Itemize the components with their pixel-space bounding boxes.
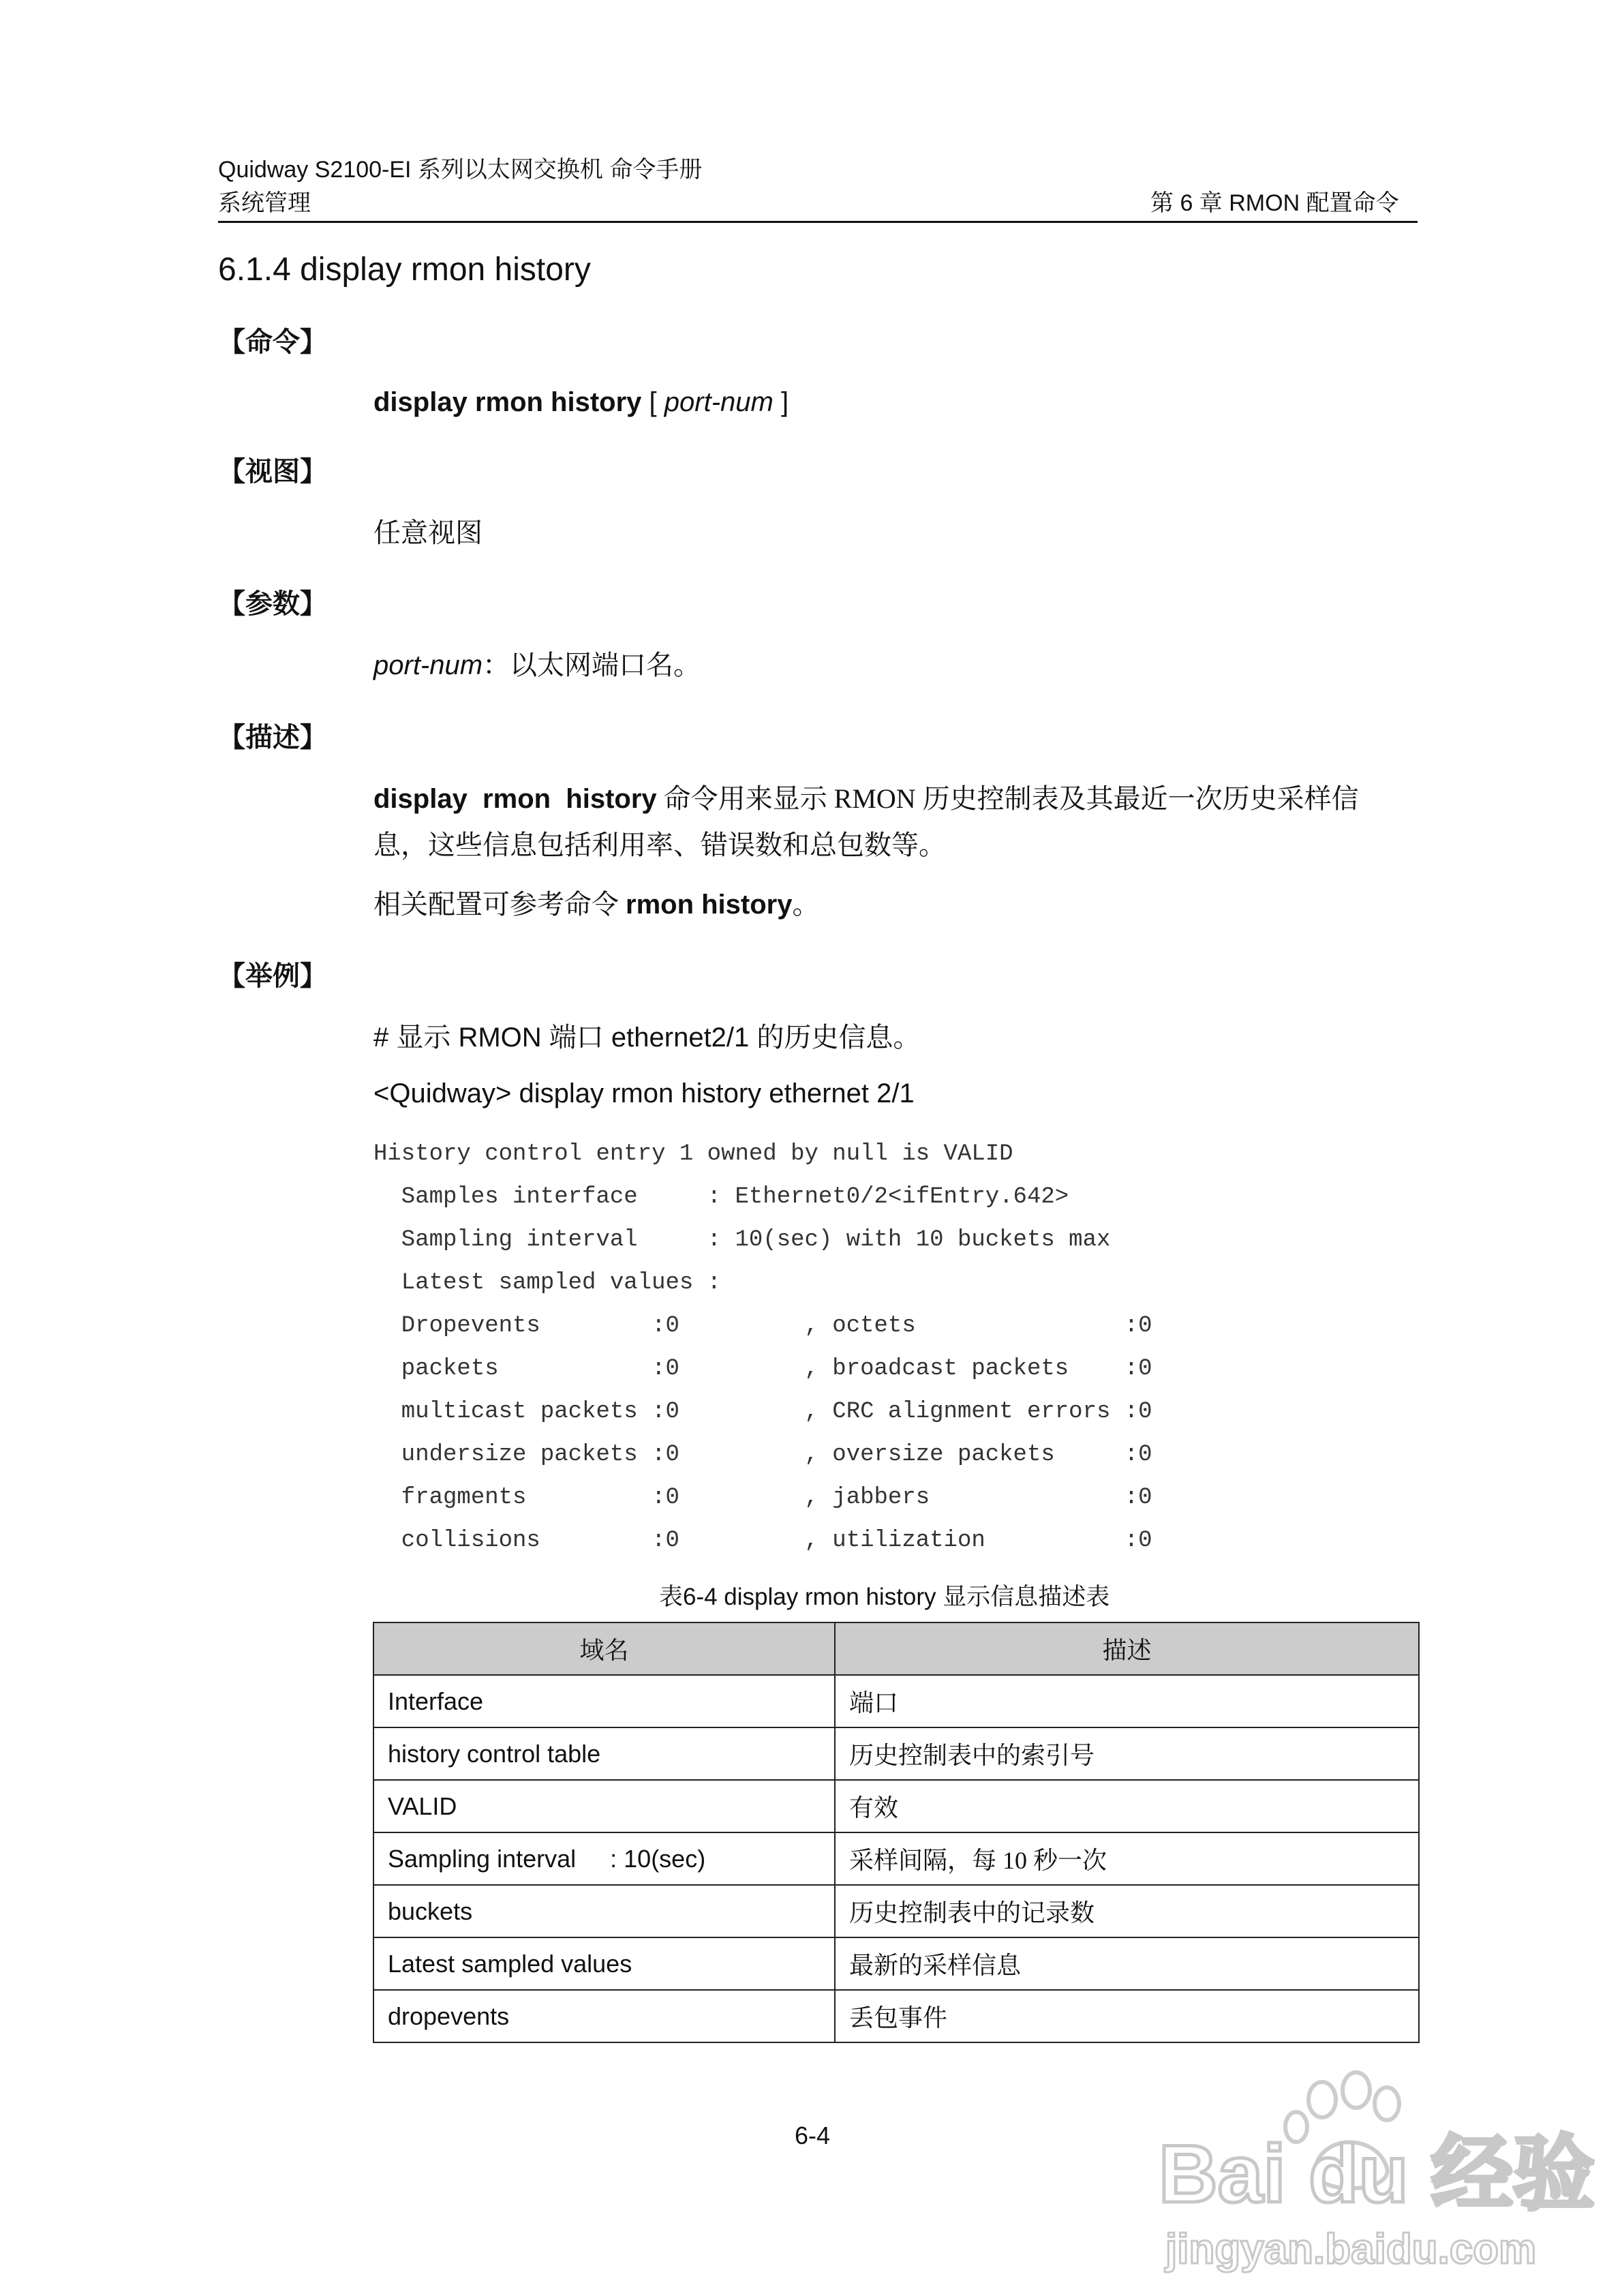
table-cell-description: 最新的采样信息 — [835, 1937, 1419, 1990]
table-cell-description: 丢包事件 — [835, 1990, 1419, 2042]
page-number: 6-4 — [795, 2121, 831, 2149]
table-cell-field: Sampling interval : 10(sec) — [373, 1832, 835, 1885]
table-header-field: 域名 — [373, 1622, 835, 1675]
table-header-description: 描述 — [835, 1622, 1419, 1675]
command-param: port-num — [664, 387, 774, 417]
example-comment: # 显示 RMON 端口 ethernet2/1 的历史信息。 — [373, 1023, 921, 1053]
baidu-watermark-logo — [1152, 2066, 1595, 2284]
label-view: 【视图】 — [218, 457, 327, 487]
description-text: 命令用来显示 RMON 历史控制表及其最近一次历史采样信 — [656, 783, 1359, 814]
view-text: 任意视图 — [373, 517, 483, 548]
table-row — [373, 1885, 1419, 1937]
param-name: port-num — [373, 650, 483, 680]
table-header-row — [373, 1622, 1419, 1675]
label-description: 【描述】 — [218, 723, 327, 753]
header-subtitle: 系统管理 — [218, 190, 311, 216]
related-config — [373, 888, 819, 921]
table-cell-field: VALID — [373, 1780, 835, 1832]
table-cell-description: 历史控制表中的索引号 — [835, 1727, 1419, 1780]
command-bracket-close: ] — [773, 387, 789, 417]
description-line-1 — [373, 783, 1359, 815]
table-row — [373, 1727, 1419, 1780]
table-row — [373, 1832, 1419, 1885]
header-rule — [218, 221, 1418, 223]
table-cell-description: 端口 — [835, 1675, 1419, 1727]
table-row — [373, 1675, 1419, 1727]
example-command: <Quidway> display rmon history ethernet 2/1 — [373, 1078, 915, 1108]
table-cell-field: Interface — [373, 1675, 835, 1727]
header-chapter: 第 6 章 RMON 配置命令 — [1150, 190, 1399, 216]
table-row — [373, 1990, 1419, 2042]
table-cell-field: history control table — [373, 1727, 835, 1780]
table-cell-field: Latest sampled values — [373, 1937, 835, 1990]
watermark-url: jingyan.baidu.com — [1165, 2226, 1537, 2273]
param-desc: ：以太网端口名。 — [483, 650, 701, 680]
table-cell-field: dropevents — [373, 1990, 835, 2042]
label-example: 【举例】 — [218, 961, 327, 991]
command-name: display rmon history — [373, 387, 642, 417]
description-table — [373, 1622, 1420, 2043]
related-command: rmon history — [626, 890, 793, 920]
description-cmd: display rmon history — [373, 784, 657, 814]
watermark-logo-text: Bai du 经验 — [1159, 2128, 1595, 2220]
table-row — [373, 1937, 1419, 1990]
header-title: Quidway S2100-EI 系列以太网交换机 命令手册 — [218, 157, 703, 183]
table-row — [373, 1780, 1419, 1832]
param-line — [373, 649, 701, 682]
related-prefix: 相关配置可参考命令 — [373, 889, 626, 920]
label-command: 【命令】 — [218, 327, 327, 357]
table-cell-description: 采样间隔，每 10 秒一次 — [835, 1832, 1419, 1885]
related-suffix: 。 — [792, 889, 820, 920]
table-caption: 表6-4 display rmon history 显示信息描述表 — [659, 1584, 1110, 1610]
command-syntax — [373, 386, 789, 419]
description-line-2: 息，这些信息包括利用率、错误数和总包数等。 — [373, 830, 946, 860]
table-cell-field: buckets — [373, 1885, 835, 1937]
example-output: History control entry 1 owned by null is VALID Samples interface : Ethernet0/2<ifEntry.642> Sampling interval : 10(sec) with 10 buckets max Latest sampled values : Dropevents :0 , octets :0 packets :0 , broadcast packets :0 multicast packets :0 , CRC alignment errors :0 undersize packets :0 , oversize packets :0 fragments :0 , jabbers :0 collisions :0 , utilization :0 — [373, 1141, 1152, 1554]
command-bracket-open: [ — [641, 387, 664, 417]
label-params: 【参数】 — [218, 589, 327, 619]
section-title: 6.1.4 display rmon history — [218, 252, 591, 288]
table-cell-description: 有效 — [835, 1780, 1419, 1832]
table-cell-description: 历史控制表中的记录数 — [835, 1885, 1419, 1937]
